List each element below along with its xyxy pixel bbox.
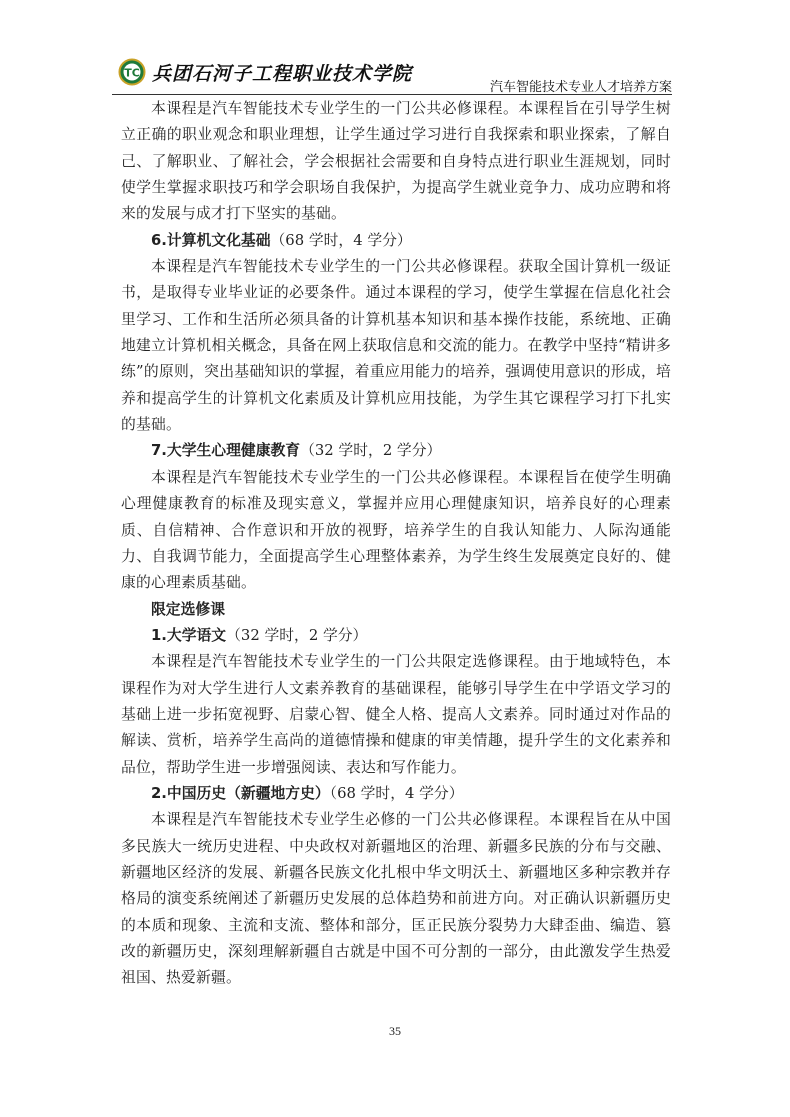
page-body <box>121 96 671 992</box>
paragraph-career-course: 本课程是汽车智能技术专业学生的一门公共必修课程。本课程旨在引导学生树立正确的职业观念和职业理想，让学生通过学习进行自我探索和职业探索，了解自己、了解职业、了解社会，学会根据社会需要和自身特点进行职业生涯规划，同时使学生掌握求职技巧和学会职场自我保护，为提高学生就业竞争力、成功应聘和将来的发展与成才打下坚实的基础。 <box>121 100 671 223</box>
heading-title: 7.大学生心理健康教育 <box>151 442 301 460</box>
heading-mental-health <box>121 438 671 464</box>
paragraph-college-chinese: 本课程是汽车智能技术专业学生的一门公共限定选修课程。由于地域特色，本课程作为对大学生进行人文素养教育的基础课程，能够引导学生在中学语文学习的基础上进一步拓宽视野、启蒙心智、健全人格、提高人文素养。同时通过对作品的解读、赏析，培养学生高尚的道德情操和健康的审美情趣，提升学生的文化素养和品位，帮助学生进一步增强阅读、表达和写作能力。 <box>121 653 671 776</box>
paragraph-computer-basics: 本课程是汽车智能技术专业学生的一门公共必修课程。获取全国计算机一级证书，是取得专业毕业证的必要条件。通过本课程的学习，使学生掌握在信息化社会里学习、工作和生活所必须具备的计算机基本知识和基本操作技能，系统地、正确地建立计算机相关概念，具备在网上获取信息和交流的能力。在教学中坚持“精讲多练”的原则，突出基础知识的掌握，着重应用能力的培养，强调使用意识的形成，培养和提高学生的计算机文化素质及计算机应用技能，为学生其它课程学习打下扎实的基础。 <box>121 258 671 434</box>
section-heading-electives: 限定选修课 <box>151 600 225 618</box>
heading-computer-basics <box>121 228 671 254</box>
heading-title: 1.大学语文 <box>151 626 227 644</box>
school-name: 兵团石河子工程职业技术学院 <box>152 62 413 85</box>
paragraph-chinese-history: 本课程是汽车智能技术专业学生必修的一门公共必修课程。本课程旨在从中国多民族大一统历史进程、中央政权对新疆地区的治理、新疆多民族的分布与交融、新疆地区经济的发展、新疆各民族文化扎根中华文明沃土、新疆地区多种宗教并存格局的演变系统阐述了新疆历史发展的总体趋势和前进方向。对正确认识新疆历史的本质和现象、主流和支流、整体和部分，匡正民族分裂势力大肆歪曲、编造、篡改的新疆历史，深刻理解新疆自古就是中国不可分割的一部分，由此激发学生热爱祖国、热爱新疆。 <box>121 811 671 987</box>
paragraph-mental-health: 本课程是汽车智能技术专业学生的一门公共必修课程。本课程旨在使学生明确心理健康教育的标准及现实意义，掌握并应用心理健康知识，培养良好的心理素质、自信精神、合作意识和开放的视野，培养学生的自我认知能力、人际沟通能力、自我调节能力，全面提高学生心理整体素养，为学生终生发展奠定良好的、健康的心理素质基础。 <box>121 468 671 592</box>
page-header <box>110 52 672 96</box>
heading-meta: （32 学时，2 学分） <box>300 442 442 460</box>
heading-title: 2.中国历史（新疆地方史） <box>151 784 330 802</box>
page-number: 35 <box>389 1024 401 1038</box>
school-emblem-icon <box>118 58 146 86</box>
document-title: 汽车智能技术专业人才培养方案 <box>489 80 672 95</box>
emblem-letters: TC <box>124 66 140 80</box>
school-logo <box>118 58 412 86</box>
heading-college-chinese <box>121 623 671 649</box>
heading-meta: （32 学时，2 学分） <box>226 626 368 644</box>
heading-meta: （68 学时，4 学分） <box>329 784 464 802</box>
heading-title: 6.计算机文化基础 <box>151 231 271 249</box>
header-divider <box>112 94 672 95</box>
heading-chinese-history <box>121 781 671 807</box>
heading-meta: （68 学时，4 学分） <box>270 231 412 249</box>
